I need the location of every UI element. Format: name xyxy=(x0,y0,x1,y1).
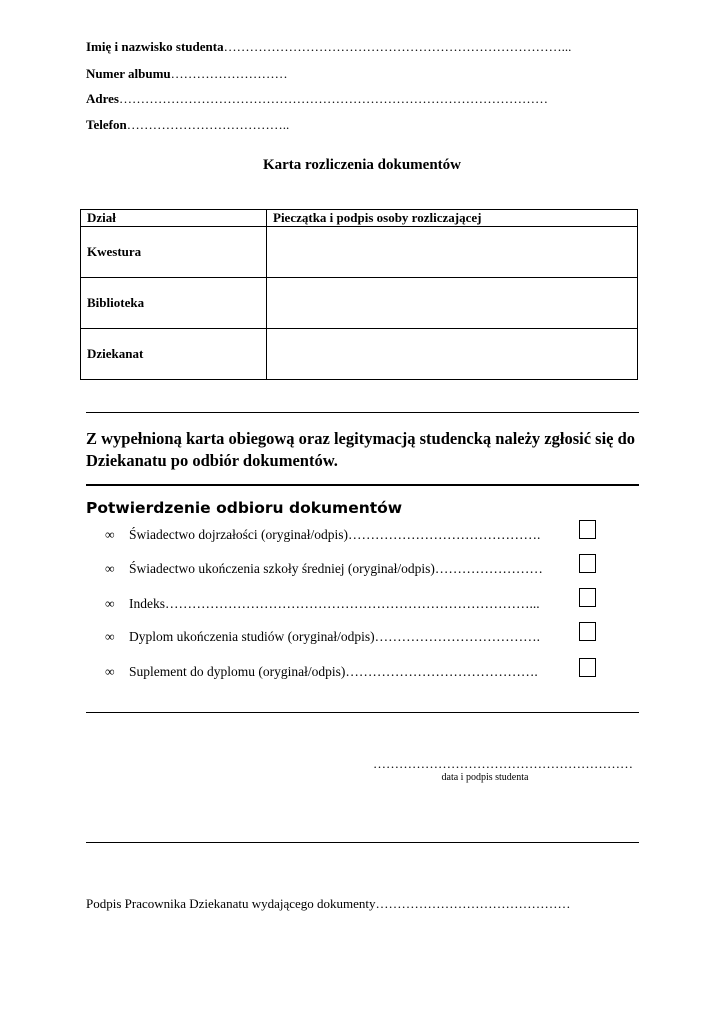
document-label: Świadectwo dojrzałości (oryginał/odpis)……………………………………. xyxy=(129,527,541,542)
list-item xyxy=(105,596,540,612)
worker-signature-field[interactable]: Podpis Pracownika Dziekanatu wydającego dokumenty……………………………………… xyxy=(86,896,571,911)
phone-field[interactable] xyxy=(86,117,289,133)
checkbox-index[interactable] xyxy=(579,588,596,607)
infinity-bullet-icon: ∞ xyxy=(105,596,115,611)
table-row xyxy=(81,278,638,329)
notice-text: Z wypełnioną karta obiegową oraz legitymacją studencką należy zgłosić się do Dziekanatu po odbiór dokumentów. xyxy=(86,429,636,470)
table-row xyxy=(81,227,638,278)
table-row xyxy=(81,329,638,380)
divider xyxy=(86,712,639,713)
list-item xyxy=(105,527,540,543)
divider xyxy=(86,484,639,486)
stamp-signature-cell[interactable] xyxy=(267,329,638,380)
column-header-department: Dział xyxy=(81,210,267,227)
department-cell-biblioteka: Biblioteka xyxy=(81,278,267,329)
list-item xyxy=(105,561,543,577)
dotted-line: ……………………………………………………………………………………… xyxy=(118,91,548,106)
dotted-line: ……………………………….. xyxy=(126,117,290,132)
column-header-stamp-signature: Pieczątka i podpis osoby rozliczającej xyxy=(267,210,638,227)
student-signature-caption: data i podpis studenta xyxy=(441,772,529,783)
card-title: Karta rozliczenia dokumentów xyxy=(262,157,462,173)
confirmation-title: Potwierdzenie odbioru dokumentów xyxy=(86,499,403,517)
table-header-row xyxy=(81,210,638,227)
infinity-bullet-icon: ∞ xyxy=(105,527,115,542)
document-label: Indeks………………………………………………………………………... xyxy=(129,596,540,611)
student-name-field[interactable] xyxy=(86,39,571,55)
infinity-bullet-icon: ∞ xyxy=(105,664,115,679)
stamp-signature-cell[interactable] xyxy=(267,278,638,329)
address-label: Adres xyxy=(86,91,119,106)
address-field[interactable] xyxy=(86,91,548,107)
student-signature-line[interactable]: …………………………………………………… xyxy=(373,756,633,771)
dotted-line: ……………………………………………………………………... xyxy=(223,39,572,54)
infinity-bullet-icon: ∞ xyxy=(105,561,115,576)
stamp-signature-cell[interactable] xyxy=(267,227,638,278)
album-number-field[interactable] xyxy=(86,66,288,82)
clearance-table xyxy=(80,209,638,380)
album-number-label: Numer albumu xyxy=(86,66,171,81)
divider xyxy=(86,412,639,413)
checkbox-diploma[interactable] xyxy=(579,622,596,641)
document-label: Suplement do dyplomu (oryginał/odpis)……………………………………. xyxy=(129,664,538,679)
checkbox-secondary-school-certificate[interactable] xyxy=(579,554,596,573)
list-item xyxy=(105,629,540,645)
student-name-label: Imię i nazwisko studenta xyxy=(86,39,224,54)
infinity-bullet-icon: ∞ xyxy=(105,629,115,644)
document-label: Świadectwo ukończenia szkoły średniej (oryginał/odpis)…………………… xyxy=(129,561,543,576)
department-cell-kwestura: Kwestura xyxy=(81,227,267,278)
dotted-line: ……………………… xyxy=(170,66,288,81)
checkbox-matura-certificate[interactable] xyxy=(579,520,596,539)
list-item xyxy=(105,664,538,680)
phone-label: Telefon xyxy=(86,117,127,132)
document-label: Dyplom ukończenia studiów (oryginał/odpis)………………………………. xyxy=(129,629,540,644)
checkbox-diploma-supplement[interactable] xyxy=(579,658,596,677)
divider xyxy=(86,842,639,843)
department-cell-dziekanat: Dziekanat xyxy=(81,329,267,380)
